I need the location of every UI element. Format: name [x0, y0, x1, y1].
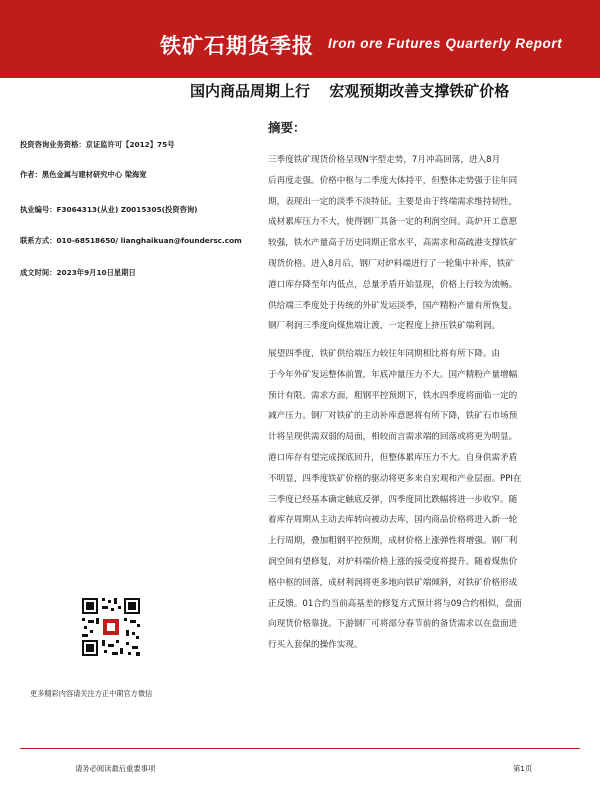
author-value: 黑色金属与建材研究中心 梁海宽	[41, 170, 147, 179]
date-label: 成文时间：	[20, 268, 57, 277]
paragraph-lines	[268, 344, 578, 656]
text-line: 正反馈。01合约当前高基差的修复方式预计将与09合约相似，盘面	[268, 598, 522, 609]
text-line: 润空间有望修复，对炉料端价格上涨的接受度将提升。随着煤焦价	[268, 556, 518, 567]
abstract-paragraph-2	[268, 344, 578, 656]
license-info: 投资咨询业务资格：京证监许可【2012】75号	[20, 140, 175, 149]
page-number: 第1页	[513, 764, 533, 773]
text-line: 期，表现出一定的淡季不淡特征。主要是由于终端需求维持韧性，	[268, 196, 518, 207]
paragraph-lines	[268, 150, 578, 337]
author-label: 作者：	[20, 170, 42, 179]
text-line: 三季度铁矿现货价格呈现N字型走势，7月冲高回落，进入8月	[268, 155, 501, 165]
footer-divider	[20, 748, 580, 749]
footer-disclaimer[interactable]: 请务必阅读最后重要事项	[75, 764, 156, 773]
text-line: 减产压力。钢厂对铁矿的主动补库意愿将有所下降，铁矿石市场预	[268, 411, 518, 422]
text-line: 成材累库压力不大，使得钢厂具备一定的利润空间。高炉开工意愿	[268, 217, 518, 228]
wechat-qr-code[interactable]	[80, 596, 142, 658]
text-line: 于今年外矿发运整体前置，年底冲量压力不大。国产精粉产量增幅	[268, 369, 518, 380]
date-info	[20, 268, 136, 278]
abstract-paragraph-1	[268, 150, 578, 337]
cert-label: 执业编号：	[20, 205, 57, 214]
text-line: 不明显，四季度铁矿价格的驱动将更多来自宏观和产业层面。PPI在	[268, 473, 522, 484]
text-line: 供给端三季度处于传统的外矿发运淡季，国产精粉产量有所恢复。	[268, 300, 518, 311]
text-line: 三季度已经基本确定触底反弹，四季度同比跌幅将进一步收窄。随	[268, 494, 518, 505]
text-line: 计将呈现供需双弱的局面，相较而言需求端的回落或将更为明显。	[268, 432, 518, 443]
text-line: 预计有限。需求方面，粗钢平控预期下，铁水四季度将面临一定的	[268, 390, 518, 401]
cert-value: F3064313(从业) Z0015305(投资咨询)	[56, 205, 198, 214]
text-line: 着库存周期从主动去库转向被动去库，国内商品价格将进入新一轮	[268, 515, 518, 526]
contact-info	[20, 236, 242, 246]
cert-info	[20, 205, 198, 215]
text-line: 较强，铁水产量高于历史同期正常水平，高需求和高疏港支撑铁矿	[268, 238, 518, 249]
banner-title-en: Iron ore Futures Quarterly Report	[328, 36, 563, 51]
contact-label: 联系方式：	[20, 236, 57, 245]
text-line: 上行周期，叠加粗钢平控预期，成材价格上涨弹性将增强。钢厂利	[268, 536, 518, 547]
text-line: 现货价格。进入8月后，钢厂对炉料端进行了一轮集中补库，铁矿	[268, 258, 515, 269]
qr-caption: 更多精彩内容请关注方正中期官方微信	[30, 689, 153, 698]
text-line: 港口库存降至年内低点，总量矛盾开始显现，价格上行较为流畅。	[268, 279, 518, 290]
text-line: 钢厂利润三季度向煤焦端让渡，一定程度上挤压铁矿端利润。	[268, 321, 501, 332]
text-line: 向现货价格靠拢。下游钢厂可将部分春节前的备货需求以在盘面进	[268, 619, 518, 630]
qr-code-icon	[80, 596, 142, 658]
report-banner	[0, 0, 600, 78]
text-line: 展望四季度，铁矿供给端压力较往年同期相比将有所下降。由	[268, 349, 501, 359]
contact-value[interactable]: 010-68518650/ lianghaikuan@foundersc.com	[56, 236, 242, 245]
text-line: 行买入套保的操作实现。	[268, 640, 363, 651]
date-value: 2023年9月10日星期日	[56, 268, 136, 277]
page-title: 国内商品周期上行 宏观预期改善支撑铁矿价格	[190, 82, 510, 100]
banner-title-cn: 铁矿石期货季报	[160, 34, 314, 58]
text-line: 格中枢的回落，成材利润将更多地向铁矿端倾斜，对铁矿价格形成	[268, 577, 518, 588]
abstract-heading: 摘要：	[268, 120, 306, 135]
text-line: 后再度走强。价格中枢与二季度大体持平，但整体走势强于往年同	[268, 175, 518, 186]
author-info	[20, 170, 147, 180]
text-line: 港口库存有望完成探底回升，但整体累库压力不大。自身供需矛盾	[268, 452, 518, 463]
